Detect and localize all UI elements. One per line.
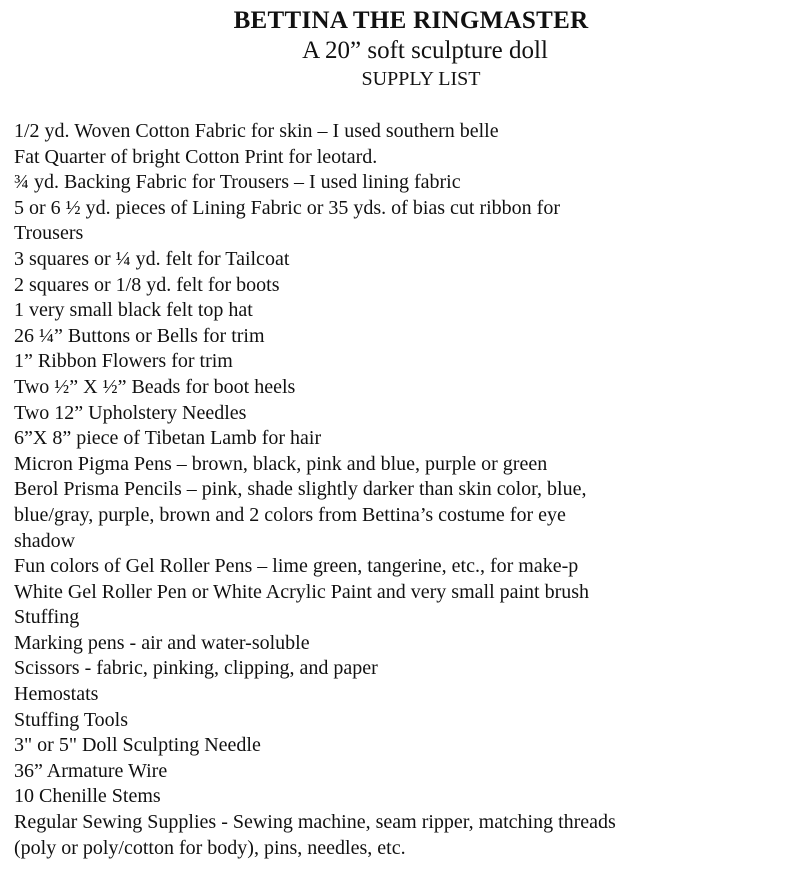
supply-item: 3" or 5" Doll Sculpting Needle (14, 734, 261, 757)
document-subtitle: A 20” soft sculpture doll (302, 37, 548, 64)
supply-item: Fun colors of Gel Roller Pens – lime green, tangerine, etc., for make-p (14, 555, 579, 578)
supply-item: Two ½” X ½” Beads for boot heels (14, 375, 296, 398)
supply-item: Stuffing (14, 606, 80, 629)
supply-list (14, 119, 798, 861)
supply-item: Marking pens - air and water-soluble (14, 631, 310, 654)
supply-item: Micron Pigma Pens – brown, black, pink and blue, purple or green (14, 452, 548, 475)
supply-item: ¾ yd. Backing Fabric for Trousers – I used lining fabric (14, 171, 461, 194)
supply-item: 1 very small black felt top hat (14, 299, 253, 322)
supply-item: Scissors - fabric, pinking, clipping, and paper (14, 657, 378, 680)
supply-item: Berol Prisma Pencils – pink, shade slightly darker than skin color, blue, blue/gray, purple, brown and 2 colors from Bettina’s costume for eye shadow (14, 478, 587, 552)
supply-item: Two 12” Upholstery Needles (14, 401, 247, 424)
supply-item: 36” Armature Wire (14, 759, 168, 782)
supply-item: Regular Sewing Supplies - Sewing machine, seam ripper, matching threads (poly or poly/cotton for body), pins, needles, etc. (14, 811, 616, 859)
supply-item: White Gel Roller Pen or White Acrylic Paint and very small paint brush (14, 580, 590, 603)
supply-item: 26 ¼” Buttons or Bells for trim (14, 324, 265, 347)
supply-item: 1” Ribbon Flowers for trim (14, 350, 233, 373)
supply-item: 6”X 8” piece of Tibetan Lamb for hair (14, 427, 322, 450)
document-title: BETTINA THE RINGMASTER (233, 7, 589, 34)
supply-item: 2 squares or 1/8 yd. felt for boots (14, 273, 280, 296)
supply-item: 10 Chenille Stems (14, 785, 161, 808)
supply-item: 1/2 yd. Woven Cotton Fabric for skin – I used southern belle (14, 120, 499, 142)
supply-item: 5 or 6 ½ yd. pieces of Lining Fabric or 35 yds. of bias cut ribbon for Trousers (14, 196, 561, 245)
supply-item: Fat Quarter of bright Cotton Print for leotard. (14, 145, 378, 168)
section-heading: SUPPLY LIST (361, 68, 481, 90)
supply-item: Stuffing Tools (14, 708, 128, 731)
supply-item: 3 squares or ¼ yd. felt for Tailcoat (14, 247, 290, 270)
supply-item: Hemostats (14, 683, 99, 706)
